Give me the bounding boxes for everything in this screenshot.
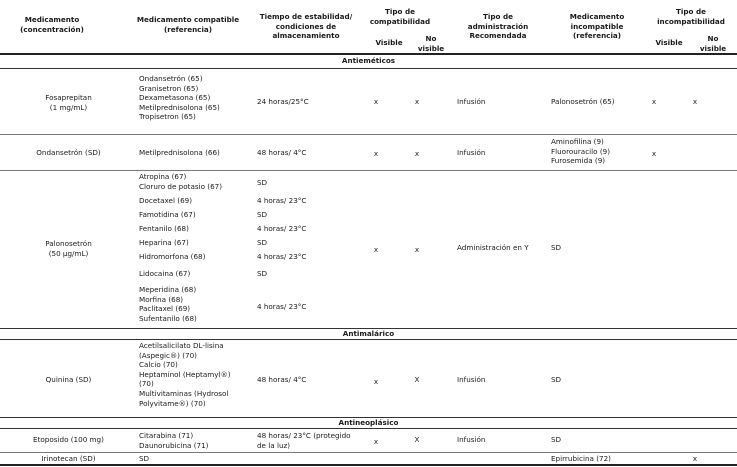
section-antimalarico: Antimalárico bbox=[342, 329, 395, 338]
palonosetron-drugs-2: Docetaxel (69) bbox=[139, 196, 193, 205]
header-incompatible: Medicamento incompatible (referencia) bbox=[569, 12, 625, 41]
row-ondansetron-no-visible: x bbox=[414, 149, 420, 158]
palonosetron-stability-1: SD bbox=[257, 178, 268, 187]
row-quinina-admin: Infusión bbox=[457, 375, 486, 384]
header-rule bbox=[0, 53, 737, 55]
row-palonosetron-visible: x bbox=[373, 245, 379, 254]
palonosetron-drugs-6: Hidromorfona (68) bbox=[139, 252, 206, 261]
row-fosaprepitan-visible: x bbox=[373, 97, 379, 106]
section-antineoplasico: Antineoplásico bbox=[338, 418, 399, 427]
section-rule bbox=[0, 68, 737, 69]
row-ondansetron-stability: 48 horas/ 4°C bbox=[257, 148, 307, 157]
row-quinina-incompatible: SD bbox=[551, 375, 562, 384]
row-palonosetron-name: Palonosetrón (50 µg/mL) bbox=[45, 239, 92, 258]
row-etoposido-visible: x bbox=[373, 437, 379, 446]
row-irinotecan-incompatible: Epirrubicina (72) bbox=[551, 454, 611, 463]
row-fosaprepitan-inc-no-visible: x bbox=[692, 97, 698, 106]
header-incompat-type: Tipo de incompatibilidad bbox=[657, 7, 725, 26]
row-fosaprepitan-no-visible: x bbox=[414, 97, 420, 106]
palonosetron-drugs-1: Atropina (67) Cloruro de potasio (67) bbox=[139, 172, 223, 191]
row-quinina-no-visible: X bbox=[414, 375, 420, 384]
row-etoposido-incompatible: SD bbox=[551, 435, 562, 444]
row-irinotecan-name: Irinotecan (SD) bbox=[41, 454, 96, 463]
row-ondansetron-name: Ondansetrón (SD) bbox=[36, 148, 101, 157]
section-rule bbox=[0, 339, 737, 340]
row-ondansetron-admin: Infusión bbox=[457, 148, 486, 157]
row-rule bbox=[0, 134, 737, 135]
row-rule bbox=[0, 452, 737, 453]
row-palonosetron-admin: Administración en Y bbox=[457, 243, 529, 252]
row-etoposido-no-visible: X bbox=[414, 435, 420, 444]
palonosetron-stability-8: 4 horas/ 23°C bbox=[257, 302, 307, 311]
row-fosaprepitan-compatible: Ondansetrón (65) Granisetron (65) Dexametasona (65) Metilprednisolona (65) Tropisetron (65) bbox=[139, 74, 220, 122]
row-quinina-name: Quinina (SD) bbox=[45, 375, 92, 384]
palonosetron-drugs-8: Meperidina (68) Morfina (68) Paclitaxel (69) Sufentanilo (68) bbox=[139, 285, 197, 323]
header-incompat-visible: Visible bbox=[655, 38, 683, 47]
palonosetron-stability-2: 4 horas/ 23°C bbox=[257, 196, 307, 205]
row-quinina-visible: x bbox=[373, 377, 379, 386]
section-antiemeticos: Antieméticos bbox=[341, 56, 396, 65]
row-fosaprepitan-inc-visible: x bbox=[651, 97, 657, 106]
palonosetron-drugs-7: Lidocaina (67) bbox=[139, 269, 191, 278]
palonosetron-drugs-3: Famotidina (67) bbox=[139, 210, 196, 219]
header-incompat-no-visible: No visible bbox=[699, 34, 727, 53]
row-etoposido-name: Etoposido (100 mg) bbox=[33, 435, 104, 444]
row-ondansetron-compatible: Metilprednisolona (66) bbox=[139, 148, 220, 157]
row-fosaprepitan-incompatible: Palonosetrón (65) bbox=[551, 97, 615, 106]
row-rule bbox=[0, 170, 737, 171]
palonosetron-stability-5: SD bbox=[257, 238, 268, 247]
row-etoposido-stability: 48 horas/ 23°C (protegido de la luz) bbox=[257, 431, 351, 450]
header-medicamento: Medicamento (concentración) bbox=[20, 15, 84, 34]
row-fosaprepitan-admin: Infusión bbox=[457, 97, 486, 106]
row-etoposido-compatible: Citarabina (71) Daunorubicina (71) bbox=[139, 431, 209, 450]
row-ondansetron-inc-visible: x bbox=[651, 149, 657, 158]
header-admin: Tipo de administración Recomendada bbox=[467, 12, 529, 41]
row-ondansetron-visible: x bbox=[373, 149, 379, 158]
header-compat-no-visible: No visible bbox=[417, 34, 445, 53]
row-irinotecan-compatible: SD bbox=[139, 454, 150, 463]
row-etoposido-admin: Infusión bbox=[457, 435, 486, 444]
palonosetron-stability-3: SD bbox=[257, 210, 268, 219]
header-compatible: Medicamento compatible (referencia) bbox=[136, 15, 240, 34]
row-fosaprepitan-stability: 24 horas/25°C bbox=[257, 97, 309, 106]
palonosetron-stability-4: 4 horas/ 23°C bbox=[257, 224, 307, 233]
section-rule bbox=[0, 428, 737, 429]
row-ondansetron-incompatible: Aminofilina (9) Fluorouracilo (9) Furosemida (9) bbox=[551, 137, 611, 166]
row-quinina-stability: 48 horas/ 4°C bbox=[257, 375, 307, 384]
row-palonosetron-no-visible: x bbox=[414, 245, 420, 254]
header-compat-type: Tipo de compatibilidad bbox=[369, 7, 431, 26]
palonosetron-stability-6: 4 horas/ 23°C bbox=[257, 252, 307, 261]
header-stability: Tiempo de estabilidad/ condiciones de almacenamiento bbox=[259, 12, 353, 41]
row-palonosetron-incompatible: SD bbox=[551, 243, 562, 252]
palonosetron-drugs-4: Fentanilo (68) bbox=[139, 224, 189, 233]
row-irinotecan-inc-no-visible: x bbox=[692, 454, 698, 463]
header-compat-visible: Visible bbox=[375, 38, 403, 47]
palonosetron-stability-7: SD bbox=[257, 269, 268, 278]
bottom-rule bbox=[0, 464, 737, 466]
row-fosaprepitan-name: Fosaprepitan (1 mg/mL) bbox=[45, 93, 92, 112]
row-quinina-compatible: Acetilsalicilato DL-lisina (Aspegic®) (70) Calcio (70) Heptaminol (Heptamyl®) (70) Multivitaminas (Hydrosol Polyvitame®) (70) bbox=[139, 341, 231, 408]
palonosetron-drugs-5: Heparina (67) bbox=[139, 238, 189, 247]
